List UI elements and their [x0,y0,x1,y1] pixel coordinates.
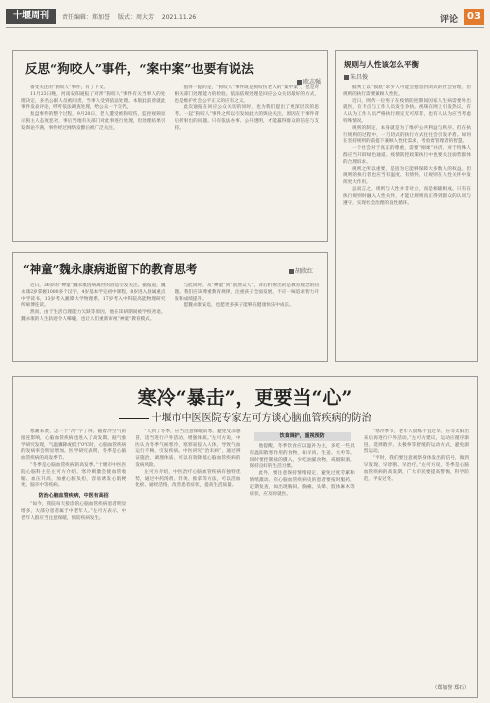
header-meta [62,12,202,21]
paragraph: 总而言之，规则与人性并非对立，而是相辅相成。只有在执行规则时融入人性关怀，才能让规则真正得到群众的认同与遵守，实现社会治理的良性循环。 [343,186,471,206]
byline-mark-icon [297,80,302,85]
page-header [0,0,490,30]
article-prodigy [12,252,328,362]
editor-credit: 责任编辑：郑加誉 [62,14,111,21]
designer-credit: 版式：周大芳 [117,14,154,21]
feature-headline: 寒冷“暴击”，更要当“心” [137,387,353,409]
masthead: 十堰周刊 [6,9,56,24]
paragraph: 规则之所以重要，是因为它能够保障大多数人的权益。但规则的执行者也应当有温度、有情怀，让规则在人性关怀中发挥更大作用。 [343,166,471,186]
article-body [343,85,471,357]
paragraph: “如今，我院每天接诊的心脑血管疾病患者明显增多，大部分患者属于中老年人。”左可方表示，中老年人群应当注意保暖，预防疾病发生。 [21,502,127,521]
byline-author: 胡欣红 [294,268,313,275]
feature-subheading: 饮食调护，重视预防 [254,432,351,441]
paragraph: “寒冷季节，老年人晨练不宜过早，应等太阳出来后再进行户外活动。”左可方建议，运动应循序渐进，选择散步、太极拳等舒缓的运动方式，避免剧烈运动。 [363,429,469,455]
paragraph: 此次通报在回应公众关切的同时，也为我们提出了更深层次的思考。一起“狗咬人”事件之所以引发如此大的舆论关注，原因在于事件背后折射出的问题。只有依法办事、公开透明，才能赢得群众的信任与支持。 [174,105,319,131]
byline-mark-icon [289,269,294,274]
header-rule [6,27,484,28]
body-column [21,85,166,237]
article-body [21,283,319,357]
deck-dash [119,418,149,419]
article-title: “神童”魏永康病逝留下的教育思考 [23,262,198,276]
paragraph: 一个社会对于真正的尊重，需要“刚柔”并济，对于特殊人群应当开辟绿色通道。疫情防控政策执行中也要关注弱势群体的合理诉求。 [343,146,471,165]
paragraph: 近日，36岁的“神童”魏永康因病离世的消息引发关注。据报道，魏永康2岁掌握1000多个汉字，4岁基本学完初中课程，8岁进入县属重点中学读书，13岁考入湘潭大学物理系，17岁考入中科院高能物理研究所硕博连读。 [21,283,166,309]
body-column [135,429,240,681]
paragraph: 他提醒，冬季饮食应以温补为主，多吃一些具有温阳散寒作用的食物，如羊肉、生姜、大枣等。同时要控制盐的摄入，少吃油腻食物，戒烟限酒，保持良好的生活习惯。 [249,444,355,470]
paragraph: 近日，网传一位男子在疫情防控期间因家人生病需要外出就医，在卡点与工作人员发生争执。视频在网上引发热议，有人认为工作人员严格执行规定无可厚非，也有人认为应当考虑特殊情况。 [343,98,471,124]
article-rules [335,50,478,362]
paragraph: “平时，我们要注意观察身体发出的信号，做到早发现、早诊断、早治疗。”左可方说，冬季是心脑血管疾病的高发期，广大市民要提高警惕，科学防范，平安过冬。 [363,456,469,482]
article-dog-bite [12,50,328,242]
body-column [21,283,166,357]
deck-text: 十堰市中医医院专家左可方谈心脑血管疾病的防治 [151,413,372,424]
paragraph: 左可方介绍，中医治疗心脑血管疾病有独特优势，通过中药汤剂、针灸、推拿等方法，可以活血化瘀、通经活络，改善患者症状，提高生活质量。 [135,469,241,489]
paragraph: “人到了冬季，应当注意保暖防寒，避免受凉感冒，适当进行户外活动，增强体质。”左可方说，中医认为冬季气候寒冷，寒邪易侵入人体，导致气血运行不畅，引发疾病。中医讲究“治未病”，通过辨证施治，调理体质，可以有效降低心脑血管疾病的发病风险。 [135,429,241,468]
article-title: 规则与人性该怎么平衡 [344,60,419,69]
byline-author: 朱昌俊 [350,74,369,81]
paragraph: 愿魏永康安息，也愿更多孩子能够在健康快乐中成长。 [183,303,294,309]
paragraph: 此外，要注意保持情绪稳定，避免过度劳累和情绪激动。有心脑血管疾病史的患者要按时服药，定期复查，如出现胸闷、胸痛、头晕、肢体麻木等症状，应及时就医。 [249,471,355,497]
byline-author: 欧志强 [302,79,321,86]
paragraph: 然而，由于生活自理能力欠缺等原因，他在读研期间被学校劝退。魏永康的人生轨迹令人唏嘘，也让人们重新审视“神童”教育模式。 [21,310,166,322]
article-byline [289,266,313,275]
paragraph: 与此同时，从“神童”到“泯然众人”，背后折射出的是教育观念的问题。我们应该尊重教育规律，注重孩子全面发展，不应一味追求智力开发和成绩提升。 [174,283,319,302]
paragraph: 复盘事件的整个过程，9月20日，老人遭受被狗咬伤，监控视频显示狗主人态度恶劣，事后当地有关部门对此事进行处理，但处理结果引发舆论不满，事件经过网络发酵后被广泛关注。 [21,112,166,131]
byline-mark-icon [344,75,349,80]
feature-author: （郑加誉 郑石） [432,685,469,691]
page-number: 03 [464,9,484,25]
feature-body [21,429,469,681]
feature-subheading: 防治心脑血管疾病，中医有高招 [38,493,109,500]
body-column [175,283,320,357]
feature-deck [13,409,477,424]
paragraph: 备受关注的“狗咬人”事件，有了下文。 [30,85,109,90]
paragraph: 据判上以“摸底”求少人可能会抱怨封闭式的社会管理，但规则的执行需要兼顾人性化。 [343,85,471,97]
issue-date: 2021.11.26 [161,14,197,21]
body-column [364,429,469,681]
paragraph: 值得一提的是，“狗咬人”事件既是狗咬伤老人的“案中案”，也是对相关部门处理能力的检验。依法依规处理是回应公众关切最好的方式，也是维护社会公平正义的应有之义。 [174,85,319,104]
article-title: 反思“狗咬人”事件，“案中案”也要有说法 [25,61,254,76]
paragraph: “冬季是心脑血管疾病的高发季。”十堰市中医医院心脑科主任左可方介绍，寒冷刺激会使血管收缩、血压升高，加重心脏负担，容易诱发心肌梗死、脑卒中等疾病。 [21,462,127,489]
body-column [250,429,355,681]
body-column [21,429,126,681]
article-body [21,85,319,237]
paragraph: 规则的制定，本身就是为了维护公共利益与秩序。但在执行规则的过程中，一刀切式的执行方式往往会引发矛盾。如何在坚持规则的前提下兼顾人性化需求，考验着管理者的智慧。 [343,125,471,145]
body-column [175,85,320,237]
article-byline [344,72,368,81]
article-cardiovascular [12,376,478,698]
paragraph: 寒潮来袭，怎一个“冷”字了得。随着冷空气的接连影响，心脑血管疾病也进入了高发期。据气象学研究发现，气温骤降或低于0℃时，心脑血管疾病的发病率会明显增加。医学研究表明，冬季是心脑血管疾病的高发季节。 [21,429,127,462]
section-name: 评论 [440,15,459,25]
paragraph: 11月23日晚，河南安阳通报了对涉“狗咬人”事件有关当事人的处理决定，多名公职人员被问责，当事人受到依法处理。本版此前曾就此事件发表评论，呼吁依法调查处理，给公众一个交代。 [21,91,166,111]
